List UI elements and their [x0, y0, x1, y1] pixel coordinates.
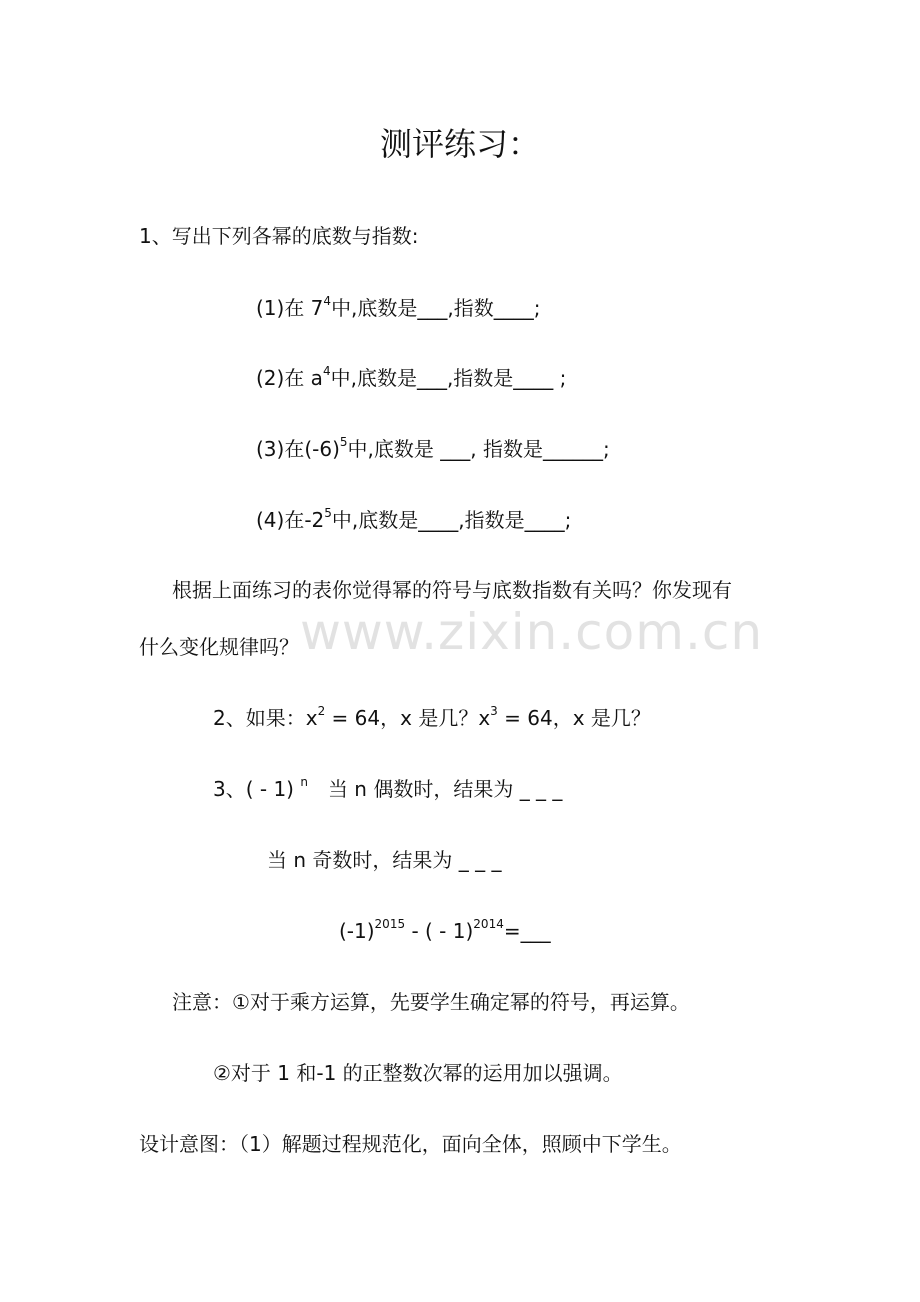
q1-item-3-base: (3)在(-6)	[256, 437, 340, 461]
q1-heading: 1、写出下列各幂的底数与指数:	[139, 224, 419, 248]
q1-item-3-text: 中,底数是 ___, 指数是______;	[347, 437, 610, 461]
q2-question	[213, 704, 651, 732]
reflection-line-1: 根据上面练习的表你觉得幂的符号与底数指数有关吗？你发现有	[172, 578, 732, 602]
q3-line-1	[213, 775, 562, 803]
q3-expr-part-3: =___	[503, 919, 551, 943]
q1-item-3-exponent: 5	[339, 435, 348, 450]
q1-item-1-text: 中,底数是___,指数____;	[331, 296, 541, 320]
q1-item-4-exponent: 5	[324, 506, 332, 521]
q1-item-4	[256, 506, 571, 534]
q2-exponent-2: 3	[490, 704, 498, 719]
note-line-2: ②对于 1 和-1 的正整数次幂的运用加以强调。	[213, 1061, 623, 1085]
q1-item-4-base: (4)在-2	[256, 508, 325, 532]
q1-item-2-base: (2)在 a	[256, 366, 323, 390]
q1-item-4-text: 中,底数是____,指数是____;	[331, 508, 572, 532]
reflection-line-2: 什么变化规律吗？	[139, 635, 299, 659]
q2-exponent-1: 2	[317, 704, 326, 719]
watermark-text: www.zixin.com.cn	[300, 603, 764, 661]
q3-line-2: 当 n 奇数时，结果为 _ _ _	[267, 848, 502, 872]
q2-part-2: = 64，x 是几？x	[325, 706, 491, 730]
q1-item-2-text: 中,底数是___,指数是____ ;	[330, 366, 567, 390]
q1-item-1-exponent: 4	[323, 294, 332, 309]
q3-exponent: n	[300, 775, 308, 790]
q1-item-1	[256, 294, 541, 322]
q1-item-1-base: (1)在 7	[256, 296, 324, 320]
q1-item-2	[256, 364, 566, 392]
note-line-1: 注意：①对于乘方运算，先要学生确定幂的符号，再运算。	[172, 990, 690, 1014]
q3-expr-part-1: (-1)	[339, 919, 375, 943]
q3-expr-exponent-2: 2014	[473, 917, 504, 932]
q2-part-1: 2、如果：x	[213, 706, 318, 730]
q3-even-case: 当 n 偶数时，结果为 _ _ _	[307, 777, 563, 801]
design-intent: 设计意图：（1）解题过程规范化，面向全体，照顾中下学生。	[139, 1132, 682, 1156]
q3-expression	[339, 917, 551, 945]
q1-item-3	[256, 435, 610, 463]
q1-item-2-exponent: 4	[322, 364, 331, 379]
q2-part-3: = 64，x 是几？	[497, 706, 651, 730]
q3-expr-part-2: - ( - 1)	[405, 919, 474, 943]
page-title: 测评练习：	[379, 125, 540, 163]
q3-expr-exponent-1: 2015	[374, 917, 406, 932]
q3-base: 3、( - 1)	[213, 777, 301, 801]
